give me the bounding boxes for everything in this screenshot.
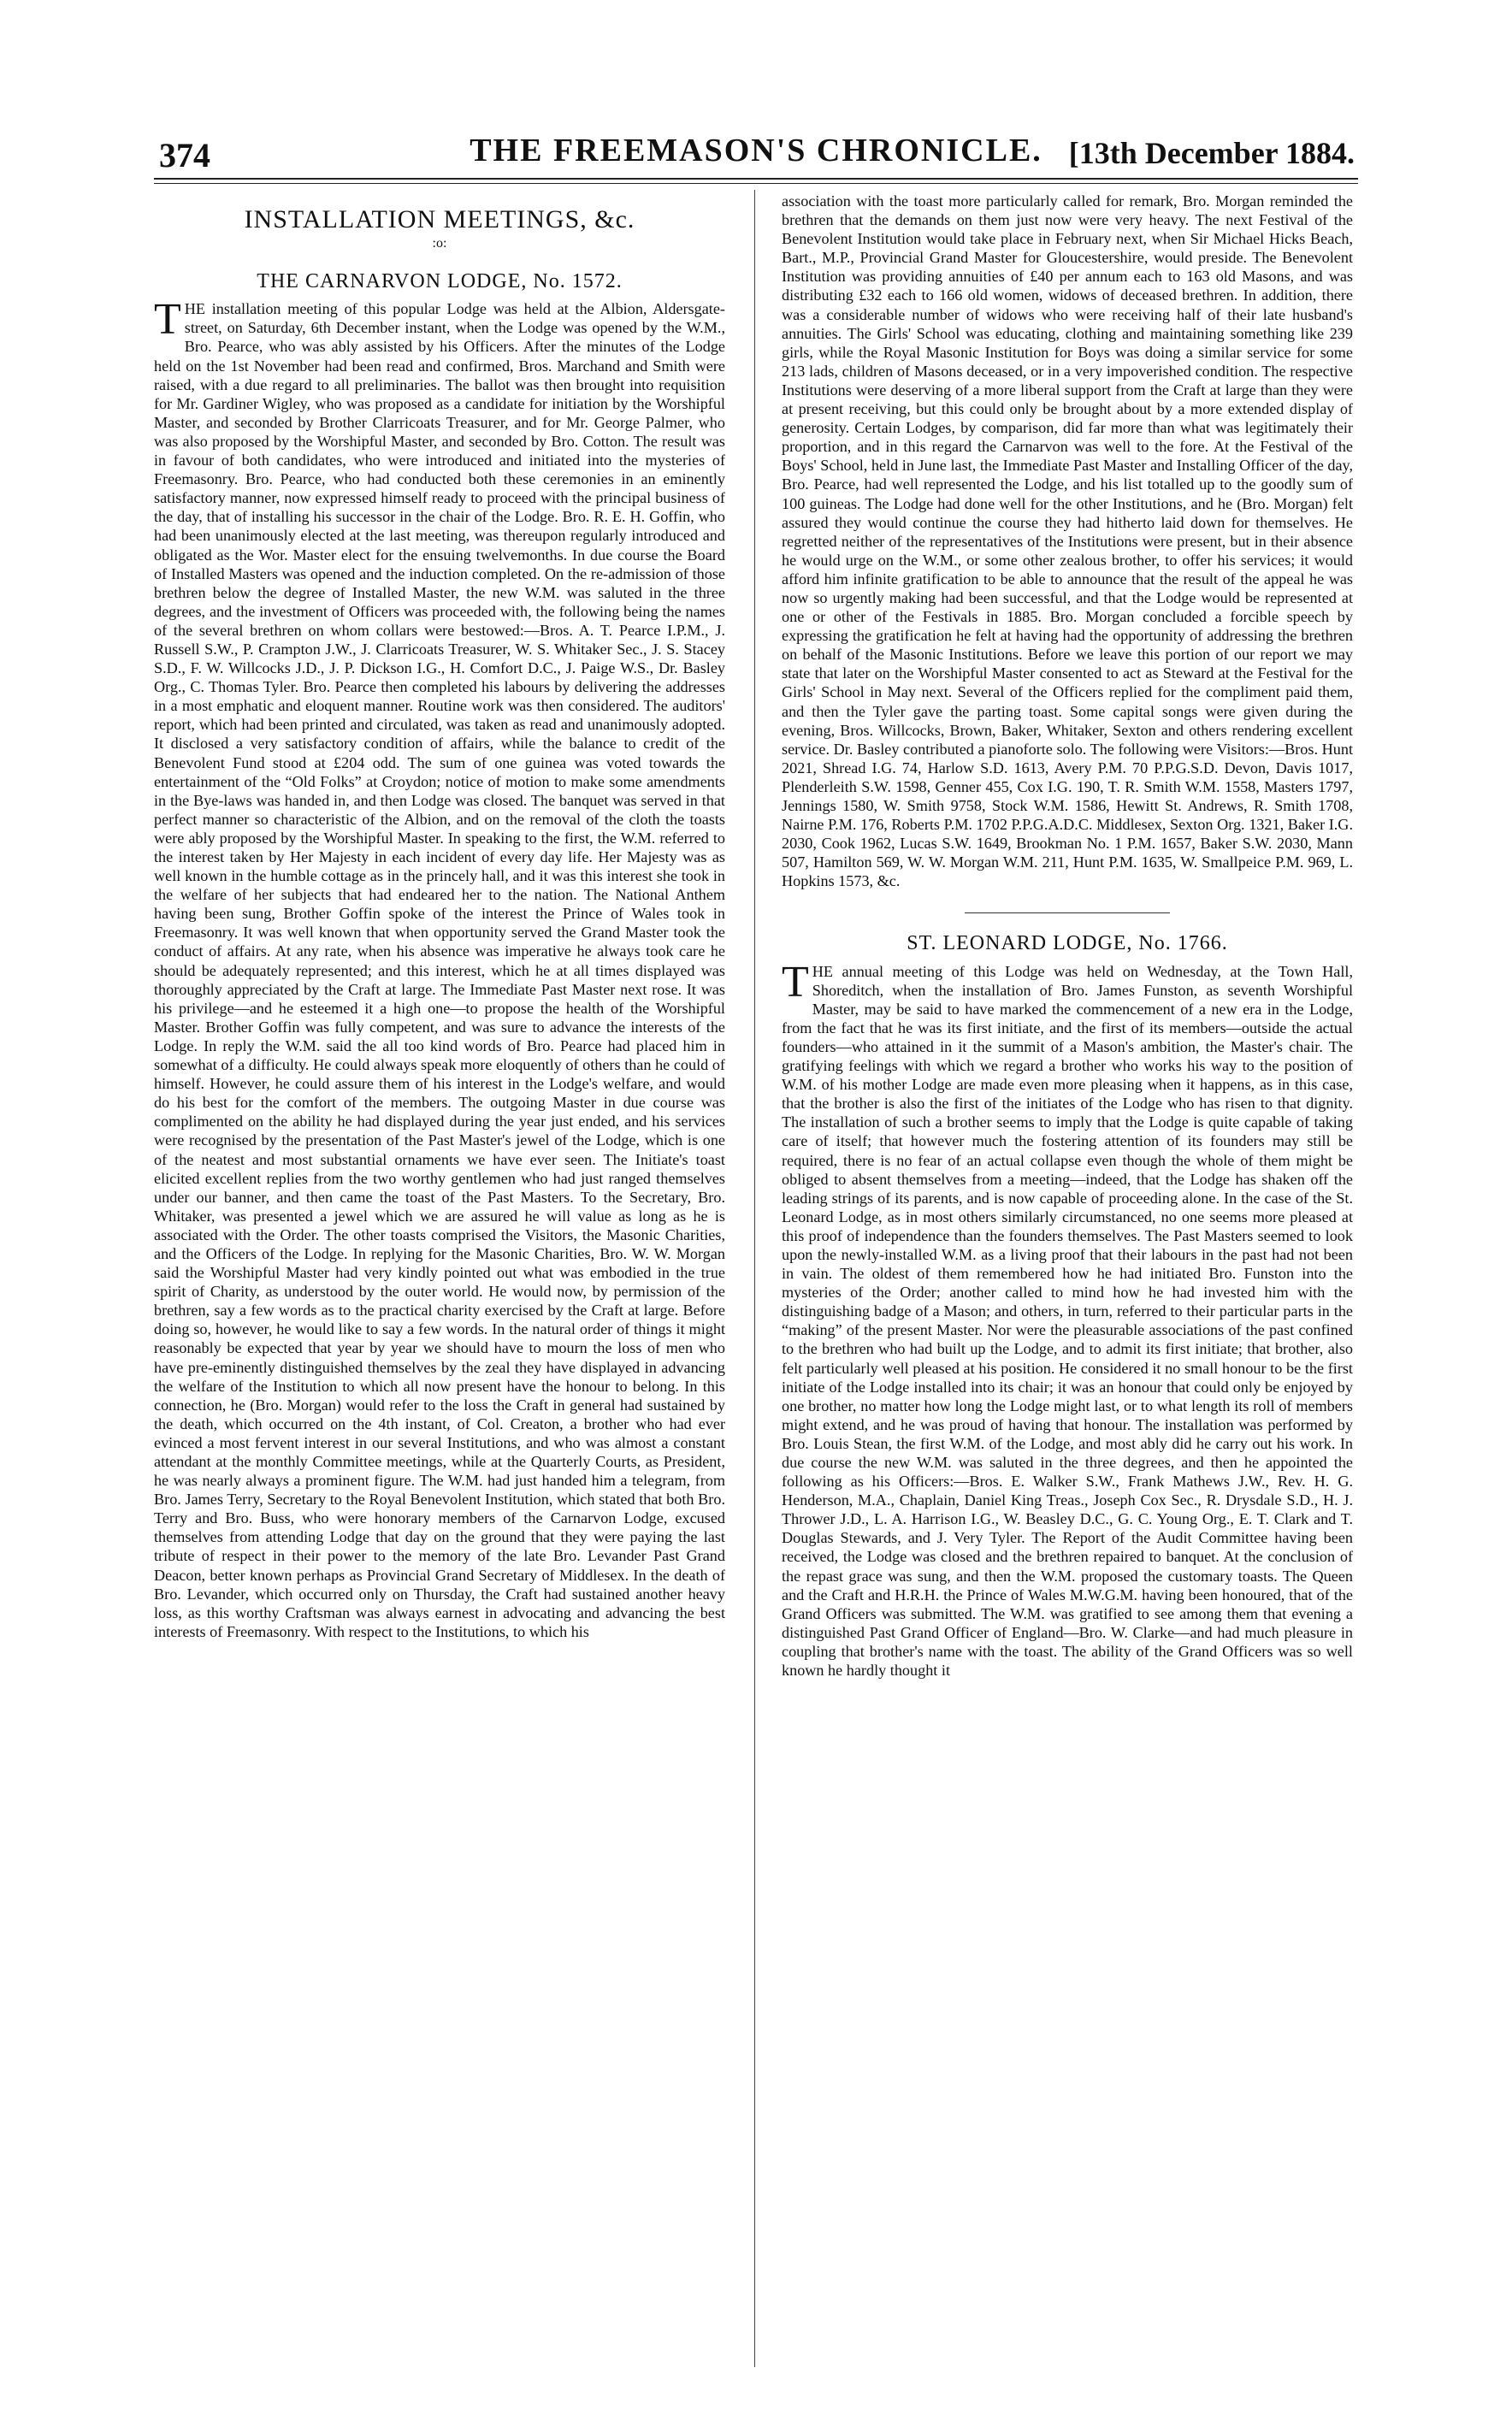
- section-title: INSTALLATION MEETINGS, &c.: [244, 205, 635, 233]
- page-number: 374: [159, 136, 210, 174]
- article-separator-rule: [965, 912, 1170, 913]
- column-divider: [754, 190, 755, 2367]
- newspaper-page: [154, 127, 1358, 2367]
- carnarvon-article-text: [154, 295, 725, 1641]
- masthead-rule: [154, 178, 1358, 180]
- st-leonard-article-text: [782, 957, 1353, 1680]
- masthead-rule-thin: [154, 183, 1358, 184]
- carnarvon-body: HE installation meeting of this popular Lodge was held at the Albion, Aldersgate-street, on Saturday, 6th December instant, when the Lodge was opened by the W.M., Bro. Pearce, who was ably assisted by his Officers. After the minutes of the Lodge held on the 1st November had been read and confirmed, Bros. Marchand and Smith were raised, with a due regard to all preliminaries. The ballot was then brought into requisition for Mr. Gardiner Wigley, who was proposed as a candidate for initiation by the Worshipful Master, and seconded by Brother Clarricoats Treasurer, and for Mr. George Palmer, who was also proposed by the Worshipful Master, and seconded by Bro. Cotton. The result was in favour of both candidates, who were introduced and initiated into the mysteries of Freemasonry. Bro. Pearce, who had conducted both these ceremonies in an eminently satisfactory manner, now expressed himself ready to proceed with the principal business of the day, that of installing his successor in the chair of the Lodge. Bro. R. E. H. Goffin, who had been unanimously elected at the last meeting, was thereupon regularly introduced and obligated as the Wor. Master elect for the ensuing twelvemonths. In due course the Board of Installed Masters was opened and the induction completed. On the re-admission of those brethren below the degree of Installed Master, the new W.M. was saluted in the three degrees, and the investment of Officers was proceeded with, the following being the names of the several brethren on whom collars were bestowed:—Bros. A. T. Pearce I.P.M., J. Russell S.W., P. Crampton J.W., J. Clarricoats Treasurer, W. S. Whitaker Sec., J. S. Stacey S.D., F. W. Willcocks J.D., J. P. Dickson I.G., H. Comfort D.C., J. Paige W.S., Dr. Basley Org., C. Thomas Tyler. Bro. Pearce then completed his labours by delivering the addresses in a most emphatic and eloquent manner. Routine work was then considered. The auditors' report, which had been printed and circulated, was taken as read and unanimously adopted. It disclosed a very satisfactory condition of affairs, while the balance to credit of the Benevolent Fund stood at £204 odd. The sum of one guinea was voted towards the entertainment of the “Old Folks” at Croydon; notice of motion to make some amendments in the Bye-laws was handed in, and then Lodge was closed. The banquet was served in that perfect manner so characteristic of the Albion, and on the removal of the cloth the toasts were ably proposed by the Worshipful Master. In speaking to the first, the W.M. referred to the interest taken by Her Majesty in each incident of every day life. Her Majesty was as well known in the humble cottage as in the princely hall, and it was this interest she took in the welfare of her subjects that had endeared her to the nation. The National Anthem having been sung, Brother Goffin spoke of the interest the Prince of Wales took in Freemasonry. It was well known that when opportunity served the Grand Master took the conduct of affairs. At any rate, when his absence was imperative he always took care he should be adequately represented; and this interest, which he at all times displayed was thoroughly appreciated by the Craft at large. The Immediate Past Master next rose. It was his privilege—and he esteemed it a high one—to propose the health of the Worshipful Master. Brother Goffin was fully competent, and was sure to advance the interests of the Lodge. In reply the W.M. said the all too kind words of Bro. Pearce had placed him in somewhat of a difficulty. He could always speak more eloquently of others than he could of himself. However, he could assure them of his interest in the Lodge's welfare, and would do his best for the comfort of the members. The outgoing Master in due course was complimented on the ability he had displayed during the year just ended, and his services were recognised by the presentation of the Past Master's jewel of the Lodge, which is one of the neatest and most substantial ornaments we have ever seen. The Initiate's toast elicited excellent replies from the two worthy gentlemen who had just ranged themselves under our banner, and then came the toast of the Past Masters. To the Secretary, Bro. Whitaker, was presented a jewel which we are assured he will value as long as he is associated with the Order. The other toasts comprised the Visitors, the Masonic Charities, and the Officers of the Lodge. In replying for the Masonic Charities, Bro. W. W. Morgan said the Worshipful Master had very kindly pointed out what was embodied in the true spirit of Charity, as understood by the outer world. He would now, by permission of the brethren, say a few words as to the practical charity exercised by the Craft at large. Before doing so, however, he would like to say a few words. In the natural order of things it might reasonably be expected that year by year we should have to mourn the loss of men who have pre-eminently distinguished themselves by the zeal they have displayed in advancing the welfare of the Institution to which all now present have the honour to belong. In this connection, he (Bro. Morgan) would refer to the loss the Craft in general had sustained by the death, which occurred on the 4th instant, of Col. Creaton, a brother who had ever evinced a most fervent interest in our several Institutions, and who was almost a constant attendant at the monthly Committee meetings, while at the Quarterly Courts, as President, he was nearly always a prominent figure. The W.M. had just handed him a telegram, from Bro. James Terry, Secretary to the Royal Benevolent Institution, which stated that both Bro. Terry and Bro. Buss, who were honorary members of the Carnarvon Lodge, excused themselves from attending Lodge that day on the ground that they were paying the last tribute of respect in their power to the memory of the late Bro. Levander Past Grand Deacon, better known perhaps as Provincial Grand Secretary of Middlesex. In the death of Bro. Levander, which occurred only on Thursday, the Craft had sustained another heavy loss, as this worthy Craftsman was always earnest in advocating and advancing the best interests of Freemasonry. With respect to the Institutions, to which his: [154, 300, 725, 1640]
- carnarvon-continuation: association with the toast more particularly called for remark, Bro. Morgan reminded the brethren that the demands on them just now were very heavy. The next Festival of the Benevolent Institution would take place in February next, when Sir Michael Hicks Beach, Bart., M.P., Provincial Grand Master for Gloucestershire, would preside. The Benevolent Institution was providing annuities of £40 per annum each to 163 old Masons, and was distributing £32 each to 166 old women, widows of deceased brethren. In addition, there was a considerable number of widows who were receiving half of their late husband's annuities. The Girls' School was educating, clothing and maintaining something like 239 girls, while the Royal Masonic Institution for Boys was doing a similar service for some 213 lads, children of Masons deceased, or in a very impoverished condition. The respective Institutions were deserving of a more liberal support from the Craft at large than they were at present receiving, but this could only be brought about by a more extended display of generosity. Certain Lodges, by comparison, did far more than what was legitimately their proportion, and in this regard the Carnarvon was well to the fore. At the Festival of the Boys' School, held in June last, the Immediate Past Master and Installing Officer of the day, Bro. Pearce, had well represented the Lodge, and his list totalled up to the goodly sum of 100 guineas. The Lodge had done well for the other Institutions, and he (Bro. Morgan) felt assured they would continue the course they had hitherto laid down for themselves. He regretted neither of the representatives of the Institutions were present, but in their absence he would urge on the W.M., or some other zealous brother, to offer his services; it would afford him infinite gratification to be able to announce that the result of the appeal he was now so urgently making had been successful, and that the Lodge would be represented at one or other of the Festivals in 1885. Bro. Morgan concluded a forcible speech by expressing the gratification he felt at having had the opportunity of addressing the brethren on behalf of the Masonic Institutions. Before we leave this portion of our report we may state that later on the Worshipful Master consented to act as Steward at the Festival for the Girls' School in May next. Several of the Officers replied for the compliment paid them, and then the Tyler gave the parting toast. Some capital songs were given during the evening, Bros. Willcocks, Brown, Baker, Whitaker, Sexton and others rendering excellent service. Dr. Basley contributed a pianoforte solo. The following were Visitors:—Bros. Hunt 2021, Shread I.G. 74, Harlow S.D. 1613, Avery P.M. 70 P.P.G.S.D. Devon, Davis 1017, Plenderleith S.W. 1598, Genner 455, Cox I.G. 190, T. R. Smith W.M. 1558, Masters 1797, Jennings 1580, W. Smith 9758, Stock W.M. 1586, Hewitt St. Andrews, R. Smith 1708, Nairne P.M. 176, Roberts P.M. 1702 P.P.G.A.D.C. Middlesex, Sexton Org. 1321, Baker I.G. 2030, Cook 1962, Lucas S.W. 1649, Brookman No. 1 P.M. 1657, Baker S.W. 2030, Mann 507, Hamilton 569, W. W. Morgan W.M. 211, Hunt P.M. 1635, W. Smallpeice P.M. 969, L. Hopkins 1573, &c.: [782, 192, 1353, 890]
- left-column: [154, 192, 725, 2367]
- st-leonard-lodge-heading: ST. LEONARD LODGE, No. 1766.: [907, 932, 1228, 955]
- drop-cap: T: [782, 957, 809, 1007]
- issue-date: [13th December 1884.: [1068, 136, 1355, 170]
- st-leonard-body: HE annual meeting of this Lodge was held on Wednesday, at the Town Hall, Shoreditch, when the installation of Bro. James Funston, as seventh Worshipful Master, may be said to have marked the commencement of a new era in the Lodge, from the fact that he was its first initiate, and the first of its members—outside the actual founders—who attained in it the summit of a Mason's ambition, the Master's chair. The gratifying feelings with which we regard a brother who works his way to the position of W.M. of his mother Lodge are made even more pleasing when it happens, as in this case, that the brother is also the first of the initiates of the Lodge who has risen to that dignity. The installation of such a brother seems to imply that the Lodge is quite capable of taking care of itself; that however much the fostering attention of its founders may still be required, there is no fear of an actual collapse even though the whole of them might be obliged to absent themselves from a meeting—indeed, that the Lodge has shaken off the leading strings of its parents, and is now capable of proceeding alone. In the case of the St. Leonard Lodge, as in most others similarly circumstanced, no one seems more pleased at this proof of independence than the founders themselves. The Past Masters seemed to look upon the newly-installed W.M. as a living proof that their labours in the past had not been in vain. The oldest of them remembered how he had initiated Bro. Funston into the mysteries of the Order; another called to mind how he had invested him with the distinguishing badge of a Mason; and others, in turn, referred to their particular parts in the “making” of the present Master. Nor were the pleasurable associations of the past confined to the brethren who had built up the Lodge, and to admit its first initiate; that brother, also felt particularly well pleased at his position. He considered it no small honour to be the first initiate of the Lodge installed into its chair; it was an honour that could only be enjoyed by one brother, no matter how long the Lodge might last, or to what length its roll of members might extend, and he was proud of having that honour. The installation was performed by Bro. Louis Stean, the first W.M. of the Lodge, and most ably did he carry out his work. In due course the new W.M. was saluted in the three degrees, and then he appointed the following as his Officers:—Bros. E. Walker S.W., Frank Mathews J.W., Rev. H. G. Henderson, M.A., Chaplain, Daniel King Treas., Joseph Cox Sec., R. Drysdale S.D., H. J. Thrower J.D., L. A. Harrison I.G., W. Beasley D.C., G. C. Young Org., E. T. Clark and T. Douglas Stewards, and J. Very Tyler. The Report of the Audit Committee having been received, the Lodge was closed and the brethren repaired to banquet. At the conclusion of the repast grace was sung, and then the W.M. proposed the customary toasts. The Queen and the Craft and H.R.H. the Prince of Wales M.W.G.M. having been honoured, that of the Grand Officers was submitted. The W.M. was gratified to see among them that evening a distinguished Past Grand Officer of England—Bro. W. Clarke—and had much pleasure in coupling that brother's name with the toast. The ability of the Grand Officers was so well known he hardly thought it: [782, 962, 1353, 1680]
- right-column: [782, 192, 1353, 2367]
- newspaper-title: THE FREEMASON'S CHRONICLE.: [470, 133, 1042, 168]
- carnarvon-lodge-heading: THE CARNARVON LODGE, No. 1572.: [257, 270, 623, 293]
- drop-cap: T: [154, 295, 181, 345]
- section-separator: :o:: [432, 236, 447, 251]
- masthead: [154, 127, 1358, 178]
